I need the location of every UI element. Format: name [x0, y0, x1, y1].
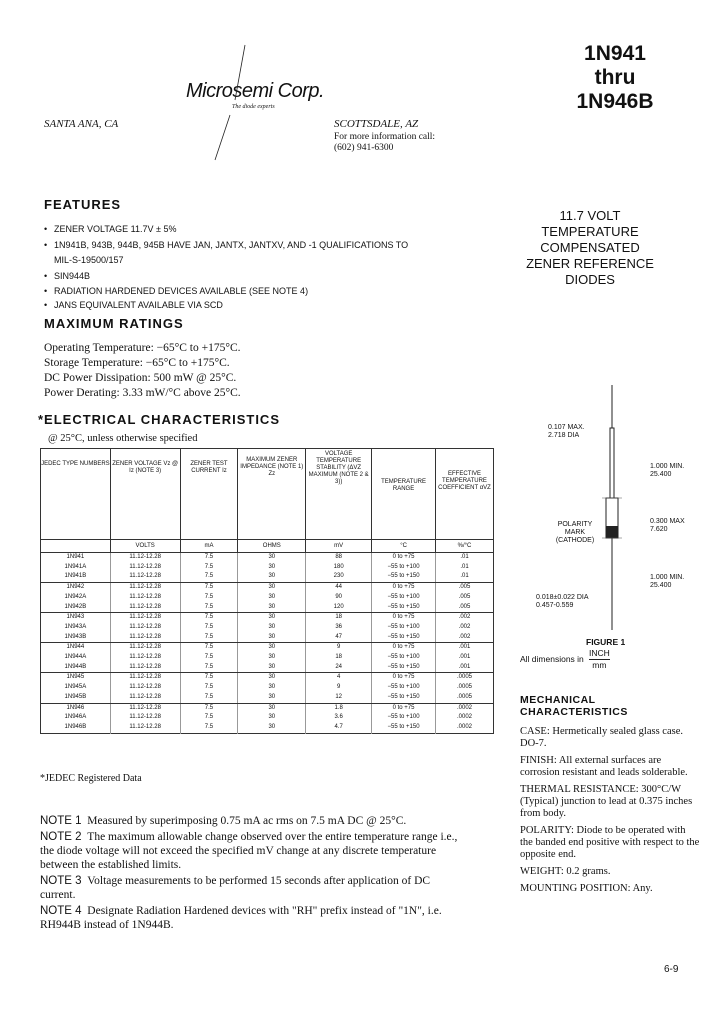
col-header-temp-range: TEMPERATURE RANGE [372, 449, 436, 540]
cell-type: 1N945B [41, 693, 111, 703]
table-row [41, 633, 494, 643]
cell-type: 1N942 [41, 583, 111, 593]
cell-zener-voltage: 11.12-12.28 [110, 603, 180, 613]
rating-line: Power Derating: 3.33 mW/°C above 25°C. [44, 387, 241, 399]
feature-item: • RADIATION HARDENED DEVICES AVAILABLE (SEE NOTE 4) [44, 284, 414, 300]
desc-line: DIODES [565, 272, 615, 287]
cell-coefficient: .0002 [456, 723, 472, 730]
cell-zener-voltage: 11.12-12.28 [110, 693, 180, 703]
note-3 [40, 874, 466, 902]
cell-test-current: 7.5 [180, 623, 238, 633]
cell-test-current: 7.5 [180, 563, 238, 573]
cell-impedance: 30 [238, 673, 306, 683]
cell-zener-voltage: 11.12-12.28 [110, 643, 180, 653]
cell-impedance: 30 [238, 563, 306, 573]
note-label: NOTE 1 [40, 815, 82, 827]
part-last: 1N946B [576, 90, 654, 113]
dim-text: 1.000 MIN. [650, 574, 685, 581]
cell-stability: 3.6 [306, 713, 372, 723]
rating-line: Operating Temperature: −65°C to +175°C. [44, 342, 241, 354]
part-first: 1N941 [584, 42, 646, 65]
dim-text: 0.018±0.022 DIA [536, 594, 589, 601]
table-row [41, 603, 494, 613]
cell-stability: 88 [306, 553, 372, 563]
units-note: All dimensions in [520, 654, 584, 664]
cell-test-current: 7.5 [180, 593, 238, 603]
mech-label: THERMAL RESISTANCE: [520, 784, 639, 795]
jedec-footnote: *JEDEC Registered Data [40, 773, 142, 784]
table-row [41, 572, 494, 582]
note-label: NOTE 2 [40, 831, 82, 843]
cell-zener-voltage: 11.12-12.28 [110, 563, 180, 573]
cell-stability: 120 [306, 603, 372, 613]
unit-cell: °C [372, 540, 436, 553]
table-header-row [41, 449, 494, 540]
note-text: Designate Radiation Hardened devices with "RH" prefix instead of "1N", i.e. RH944B instead of 1N944B. [40, 905, 442, 931]
col-header-impedance: MAXIMUM ZENER IMPEDANCE (NOTE 1) Zz [238, 449, 306, 540]
cell-stability: 90 [306, 593, 372, 603]
cell-stability: 4 [306, 673, 372, 683]
table-body [41, 553, 494, 734]
cell-stability: 9 [306, 643, 372, 653]
cell-temp-range: −55 to +100 [372, 683, 436, 693]
cell-test-current: 7.5 [180, 693, 238, 703]
cell-type: 1N945 [41, 673, 111, 683]
product-description [520, 208, 660, 288]
features-list [44, 222, 414, 313]
cell-zener-voltage: 11.12-12.28 [110, 713, 180, 723]
desc-line: COMPENSATED [540, 240, 640, 255]
cell-temp-range: −55 to +150 [372, 723, 436, 733]
dim-lead-length-top [650, 463, 684, 479]
logo-slash-lines [205, 40, 255, 170]
cell-temp-range: 0 to +75 [372, 613, 436, 623]
note-text: Measured by superimposing 0.75 mA ac rms on 7.5 mA DC @ 25°C. [87, 815, 407, 827]
cell-impedance: 30 [238, 693, 306, 703]
logo-tagline: The diode experts [232, 104, 275, 110]
cell-temp-range: −55 to +100 [372, 713, 436, 723]
dim-text: 0.107 MAX. [548, 424, 585, 431]
cell-impedance: 30 [238, 603, 306, 613]
note-label: NOTE 4 [40, 905, 82, 917]
cell-coefficient: .005 [458, 584, 471, 591]
cell-zener-voltage: 11.12-12.28 [110, 593, 180, 603]
cell-coefficient: .0002 [456, 714, 472, 721]
cell-temp-range: 0 to +75 [372, 583, 436, 593]
note-label: NOTE 3 [40, 875, 82, 887]
unit-cell: VOLTS [110, 540, 180, 553]
mech-item [520, 883, 700, 895]
cell-type: 1N941A [41, 563, 111, 573]
cell-zener-voltage: 11.12-12.28 [110, 633, 180, 643]
cell-stability: 180 [306, 563, 372, 573]
cell-impedance: 30 [238, 633, 306, 643]
cell-test-current: 7.5 [180, 703, 238, 713]
note-4 [40, 904, 466, 932]
electrical-table [40, 448, 494, 734]
contact-phone: (602) 941-6300 [334, 143, 394, 153]
cell-impedance: 30 [238, 683, 306, 693]
electrical-heading: *ELECTRICAL CHARACTERISTICS [38, 412, 280, 427]
cell-type: 1N946A [41, 713, 111, 723]
table-row [41, 713, 494, 723]
table-row [41, 683, 494, 693]
table-row [41, 653, 494, 663]
cell-type: 1N942A [41, 593, 111, 603]
table-row [41, 563, 494, 573]
cell-test-current: 7.5 [180, 683, 238, 693]
cell-zener-voltage: 11.12-12.28 [110, 723, 180, 733]
cell-coefficient: .01 [460, 563, 469, 570]
cell-zener-voltage: 11.12-12.28 [110, 572, 180, 582]
cell-temp-range: 0 to +75 [372, 643, 436, 653]
mech-item [520, 866, 700, 878]
max-ratings-heading: MAXIMUM RATINGS [44, 316, 184, 331]
cell-coefficient: .005 [458, 593, 471, 600]
cell-temp-range: 0 to +75 [372, 673, 436, 683]
cell-type: 1N943B [41, 633, 111, 643]
cell-temp-range: −55 to +150 [372, 603, 436, 613]
dim-text: 2.718 DIA [548, 432, 580, 439]
cell-test-current: 7.5 [180, 723, 238, 733]
cell-zener-voltage: 11.12-12.28 [110, 613, 180, 623]
col-header-stability: VOLTAGE TEMPERATURE STABILITY (ΔVZ MAXIMUM (NOTE 2 & 3)) [306, 449, 372, 540]
feature-item: • JANS EQUIVALENT AVAILABLE VIA SCD [44, 298, 414, 314]
company-logo: Microsemi Corp. [186, 80, 325, 102]
cell-impedance: 30 [238, 623, 306, 633]
desc-line: ZENER REFERENCE [526, 256, 654, 271]
table-row [41, 723, 494, 733]
mech-label: FINISH: [520, 755, 557, 766]
rating-line: DC Power Dissipation: 500 mW @ 25°C. [44, 372, 237, 384]
cell-temp-range: −55 to +100 [372, 563, 436, 573]
dim-text: 0.457-0.559 [536, 602, 574, 609]
desc-line: TEMPERATURE [541, 224, 639, 239]
mech-label: CASE: [520, 726, 550, 737]
cell-test-current: 7.5 [180, 583, 238, 593]
cell-test-current: 7.5 [180, 643, 238, 653]
cell-zener-voltage: 11.12-12.28 [110, 683, 180, 693]
dim-text: 1.000 MIN. [650, 463, 685, 470]
dim-body-length [650, 518, 685, 534]
mech-text: 0.2 grams. [566, 866, 611, 877]
cell-coefficient: .01 [460, 554, 469, 560]
cell-coefficient: .0005 [456, 684, 472, 691]
dim-text: 25.400 [650, 471, 672, 478]
note-text: Voltage measurements to be performed 15 seconds after application of DC current. [40, 875, 431, 901]
cell-coefficient: .001 [458, 654, 471, 661]
feature-item: • 1N941B, 943B, 944B, 945B HAVE JAN, JANTX, JANTXV, AND -1 QUALIFICATIONS TO MIL-S-19500/157 [44, 238, 414, 269]
cell-impedance: 30 [238, 613, 306, 623]
table-row [41, 553, 494, 563]
contact-info [334, 132, 435, 154]
unit-mm: mm [592, 660, 607, 670]
cell-coefficient: .001 [436, 663, 494, 673]
mech-label: POLARITY: [520, 825, 574, 836]
feature-item: • ZENER VOLTAGE 11.7V ± 5% [44, 222, 414, 238]
cell-stability: 4.7 [306, 723, 372, 733]
mech-item [520, 755, 700, 779]
col-header-test-current: ZENER TEST CURRENT Iz [180, 449, 238, 540]
cell-test-current: 7.5 [180, 673, 238, 683]
unit-cell: mA [180, 540, 238, 553]
notes-section [40, 814, 466, 932]
mech-text: Hermetically sealed glass case. DO-7. [520, 726, 683, 749]
cell-zener-voltage: 11.12-12.28 [110, 673, 180, 683]
dim-body-diameter [548, 424, 585, 440]
unit-cell: %/°C [436, 540, 494, 553]
cell-coefficient: .002 [458, 623, 471, 630]
mech-text: 300°C/W (Typical) junction to lead at 0.375 inches from body. [520, 784, 693, 819]
cell-temp-range: 0 to +75 [372, 553, 436, 563]
cell-stability: 12 [306, 693, 372, 703]
cell-type: 1N943 [41, 613, 111, 623]
cell-zener-voltage: 11.12-12.28 [110, 553, 180, 563]
cell-temp-range: −55 to +100 [372, 593, 436, 603]
cell-temp-range: 0 to +75 [372, 703, 436, 713]
cell-type: 1N945A [41, 683, 111, 693]
part-thru: thru [594, 66, 636, 89]
cell-coefficient: .001 [458, 644, 471, 651]
cell-type: 1N943A [41, 623, 111, 633]
cell-temp-range: −55 to +150 [372, 693, 436, 703]
dim-lead-length-bottom [650, 574, 684, 590]
table-row [41, 693, 494, 703]
cell-temp-range: −55 to +150 [372, 572, 436, 582]
cell-stability: 47 [306, 633, 372, 643]
table-row [41, 613, 494, 623]
table-row [41, 643, 494, 653]
cell-type: 1N944B [41, 663, 111, 673]
cell-coefficient: .0005 [456, 674, 472, 681]
col-header-zener-voltage: ZENER VOLTAGE Vz @ Iz (NOTE 3) [110, 449, 180, 540]
cell-zener-voltage: 11.12-12.28 [110, 663, 180, 673]
table-units-row [41, 540, 494, 553]
cell-temp-range: −55 to +150 [372, 633, 436, 643]
cell-type: 1N946B [41, 723, 111, 733]
cell-test-current: 7.5 [180, 603, 238, 613]
cell-zener-voltage: 11.12-12.28 [110, 703, 180, 713]
cell-temp-range: −55 to +100 [372, 623, 436, 633]
col-header-coefficient: EFFECTIVE TEMPERATURE COEFFICIENT αVZ [438, 471, 491, 491]
cell-type: 1N944A [41, 653, 111, 663]
cell-temp-range: −55 to +150 [372, 663, 436, 673]
cell-coefficient: .005 [436, 603, 494, 613]
cell-stability: 9 [306, 683, 372, 693]
cell-type: 1N941B [41, 572, 111, 582]
table-row [41, 583, 494, 593]
cell-impedance: 30 [238, 723, 306, 733]
cell-impedance: 30 [238, 583, 306, 593]
cell-test-current: 7.5 [180, 613, 238, 623]
max-ratings-list [44, 341, 241, 401]
cell-test-current: 7.5 [180, 663, 238, 673]
cell-stability: 230 [306, 572, 372, 582]
cell-zener-voltage: 11.12-12.28 [110, 583, 180, 593]
cell-stability: 1.8 [306, 703, 372, 713]
page-number: 6-9 [664, 964, 679, 975]
cell-stability: 36 [306, 623, 372, 633]
cell-test-current: 7.5 [180, 653, 238, 663]
cell-coefficient: .0005 [436, 693, 494, 703]
unit-cell [41, 540, 111, 553]
diode-outline-drawing [600, 380, 624, 640]
polarity-mark-label: POLARITY MARK (CATHODE) [555, 521, 595, 544]
note-2 [40, 830, 466, 872]
electrical-condition: @ 25°C, unless otherwise specified [48, 433, 198, 444]
cell-impedance: 30 [238, 653, 306, 663]
mech-item [520, 726, 700, 750]
cell-impedance: 30 [238, 593, 306, 603]
cell-coefficient: .0002 [456, 704, 472, 711]
cell-test-current: 7.5 [180, 633, 238, 643]
mech-text: All external surfaces are corrosion resistant and leads solderable. [520, 755, 688, 778]
contact-line-1: For more information call: [334, 132, 436, 142]
dim-lead-diameter [536, 594, 589, 610]
table-row [41, 673, 494, 683]
cell-impedance: 30 [238, 713, 306, 723]
cell-type: 1N942B [41, 603, 111, 613]
cell-test-current: 7.5 [180, 572, 238, 582]
cell-impedance: 30 [238, 663, 306, 673]
cell-type: 1N946 [41, 703, 111, 713]
cell-type: 1N944 [41, 643, 111, 653]
figure-caption: FIGURE 1 [586, 637, 626, 647]
cell-test-current: 7.5 [180, 713, 238, 723]
cell-impedance: 30 [238, 703, 306, 713]
cell-impedance: 30 [238, 572, 306, 582]
cell-stability: 18 [306, 613, 372, 623]
units-fraction [589, 648, 610, 671]
col-header-type: JEDEC TYPE NUMBERS [41, 449, 111, 540]
cell-stability: 18 [306, 653, 372, 663]
cell-impedance: 30 [238, 643, 306, 653]
cell-stability: 44 [306, 583, 372, 593]
desc-line: 11.7 VOLT [559, 208, 621, 223]
cell-test-current: 7.5 [180, 553, 238, 563]
mech-label: MOUNTING POSITION: [520, 883, 631, 894]
mechanical-section [520, 694, 700, 900]
table-row [41, 703, 494, 713]
note-1 [40, 814, 466, 828]
dim-text: 25.400 [650, 582, 672, 589]
mech-label: WEIGHT: [520, 866, 564, 877]
table-row [41, 593, 494, 603]
features-heading: FEATURES [44, 197, 122, 212]
dim-text: 7.620 [650, 526, 668, 533]
location-scottsdale: SCOTTSDALE, AZ [334, 118, 419, 130]
mech-item [520, 784, 700, 820]
note-text: The maximum allowable change observed over the entire temperature range i.e., the diode voltage will not exceed the specified mV change at any discrete temperature between the established limits. [40, 831, 458, 871]
cell-coefficient: .002 [436, 633, 494, 643]
cell-type: 1N941 [41, 553, 111, 563]
mech-item [520, 825, 700, 861]
unit-cell: OHMS [238, 540, 306, 553]
table-row [41, 663, 494, 673]
unit-cell: mV [306, 540, 372, 553]
cell-zener-voltage: 11.12-12.28 [110, 653, 180, 663]
cell-coefficient: .01 [436, 572, 494, 582]
unit-inch: INCH [589, 648, 610, 658]
feature-item: • SIN944B [44, 269, 414, 285]
rating-line: Storage Temperature: −65°C to +175°C. [44, 357, 230, 369]
mechanical-heading: MECHANICAL CHARACTERISTICS [520, 694, 628, 718]
mech-text: Any. [632, 883, 653, 894]
part-number-range [560, 42, 670, 114]
cell-temp-range: −55 to +100 [372, 653, 436, 663]
mech-text: Diode to be operated with the banded end positive with respect to the opposite end. [520, 825, 700, 860]
table-row [41, 623, 494, 633]
cell-zener-voltage: 11.12-12.28 [110, 623, 180, 633]
cell-impedance: 30 [238, 553, 306, 563]
cell-stability: 24 [306, 663, 372, 673]
dim-text: 0.300 MAX [650, 518, 685, 525]
cell-coefficient: .002 [458, 614, 471, 621]
location-santa-ana: SANTA ANA, CA [44, 118, 119, 130]
